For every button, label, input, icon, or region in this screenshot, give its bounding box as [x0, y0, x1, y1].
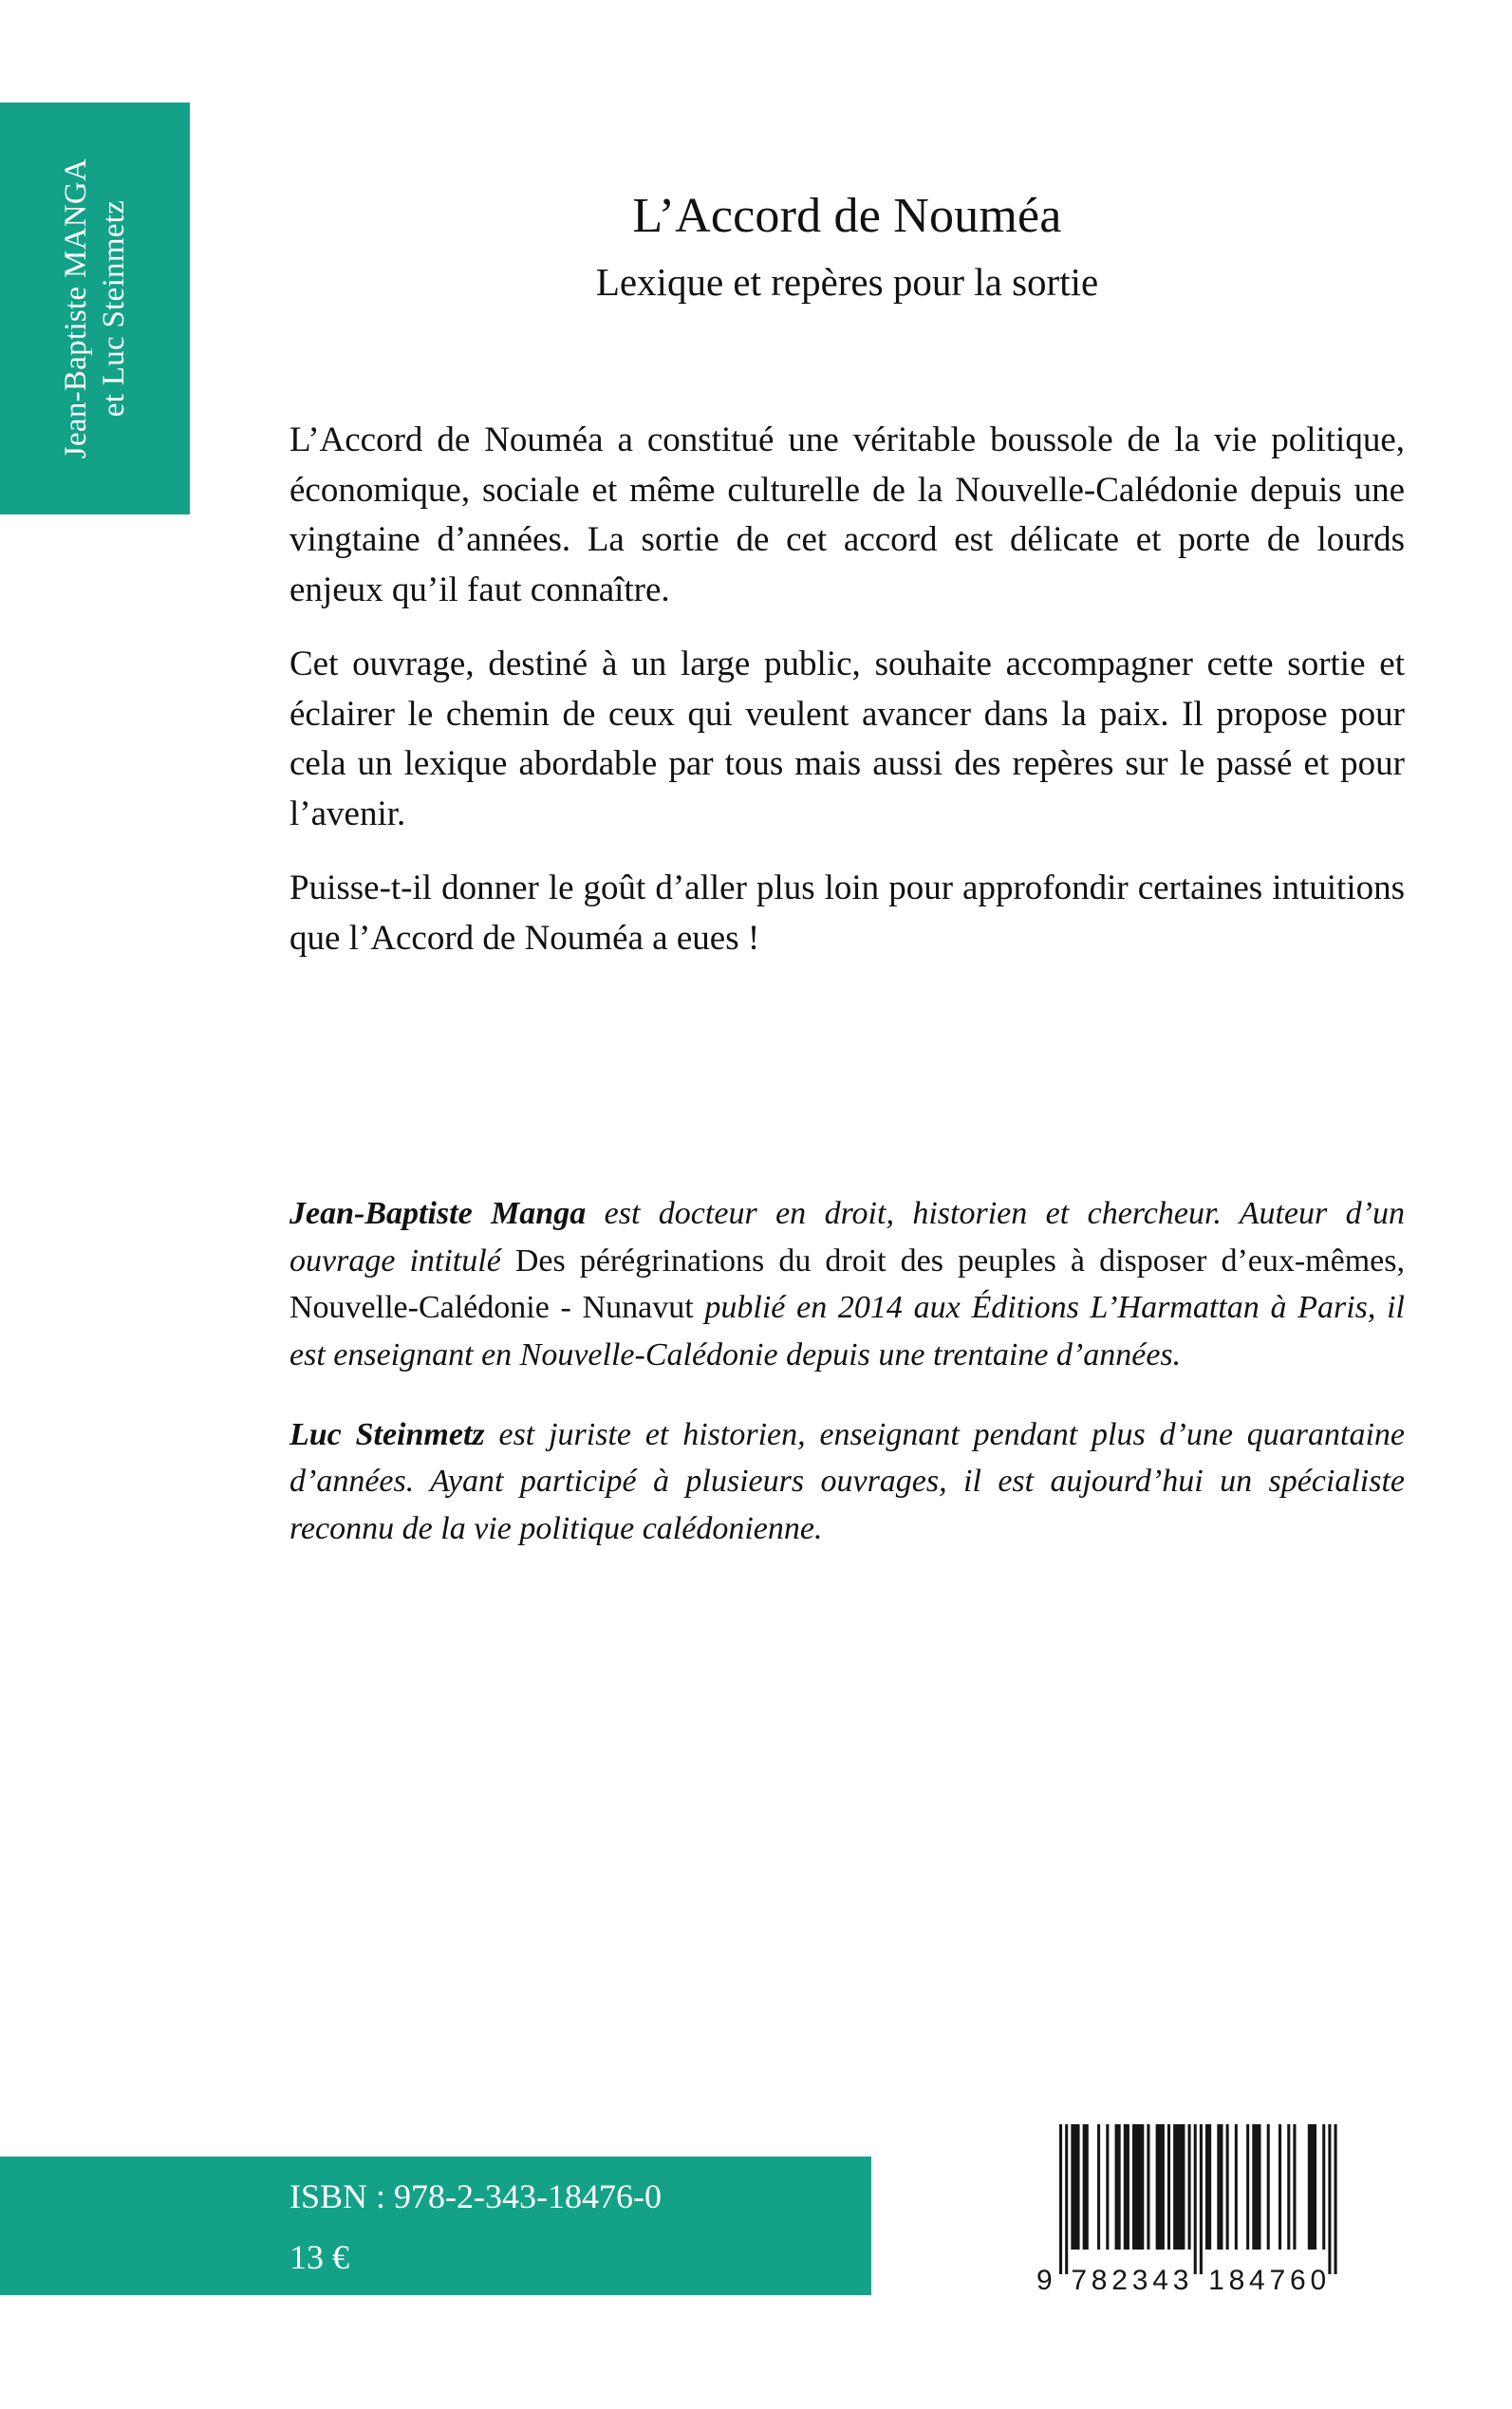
author-bio-work-title: Des pérégrinations du droit des peuples à disposer d’eux-mêmes, Nouvelle-Calédonie - Nunavut — [289, 1242, 1405, 1326]
author-badge-rotated-text — [0, 103, 190, 514]
author-bio — [289, 1190, 1405, 1379]
price-label: 13 € — [289, 2238, 349, 2276]
author-bio — [289, 1411, 1405, 1553]
barcode-graphic — [1033, 2109, 1412, 2297]
author-bio-name: Jean-Baptiste Manga — [289, 1196, 587, 1231]
author-bio-text-part1: est docteur en droit, historien et chercheur. Auteur d’un ouvrage intitulé — [289, 1196, 1405, 1279]
book-subtitle: Lexique et repères pour la sortie — [595, 260, 1099, 305]
svg-text:184760: 184760 — [1208, 2265, 1332, 2296]
blurb-paragraph: Puisse-t-il donner le goût d’aller plus loin pour approfondir certaines intuitions que l’Accord de Nouméa a eues ! — [289, 868, 1405, 958]
isbn-bar — [0, 2157, 871, 2295]
author-bio-text-part2: publié en 2014 aux Éditions L’Harmattan à Paris, il est enseignant en Nouvelle-Calédonie depuis une trentaine d’années. — [289, 1290, 1405, 1373]
isbn-label: ISBN : 978-2-343-18476-0 — [289, 2177, 662, 2215]
author-bios — [289, 1190, 1405, 1552]
blurb-text — [289, 416, 1405, 963]
ean13-barcode — [1033, 2109, 1412, 2297]
svg-text:9: 9 — [1036, 2265, 1053, 2296]
author-bio-text-part1: est juriste et historien, enseignant pendant plus d’une quarantaine d’années. Ayant participé à plusieurs ouvrages, il est aujourd’hui un spécialiste reconnu de la vie politique calédonienne. — [289, 1416, 1405, 1546]
author-name-secondary: et Luc Steinmetz — [97, 199, 131, 418]
blurb-paragraph: L’Accord de Nouméa a constitué une véritable boussole de la vie politique, économique, sociale et même culturelle de la Nouvelle-Calédonie depuis une vingtaine d’années. La sortie de cet accord est délicate et porte de lourds enjeux qu’il faut connaître. — [289, 420, 1405, 609]
author-name-primary: Jean-Baptiste MANGA — [58, 158, 93, 459]
svg-text:782343: 782343 — [1071, 2265, 1194, 2296]
book-title: L’Accord de Nouméa — [632, 189, 1062, 243]
author-badge — [0, 103, 190, 514]
author-bio-name: Luc Steinmetz — [289, 1416, 485, 1452]
title-block — [289, 188, 1405, 306]
blurb-paragraph: Cet ouvrage, destiné à un large public, souhaite accompagner cette sortie et éclairer le chemin de ceux qui veulent avancer dans la paix. Il propose pour cela un lexique abordable par tous mais aussi des repères sur le passé et pour l’avenir. — [289, 644, 1405, 833]
